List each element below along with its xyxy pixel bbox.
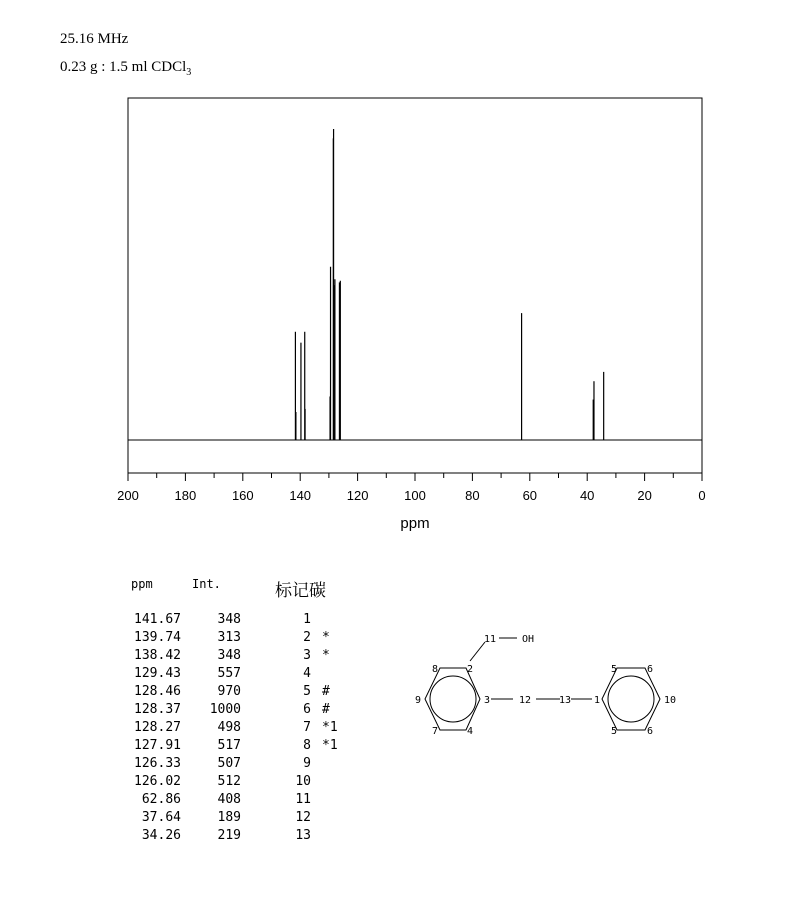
cell-carbon: 1 <box>303 612 311 627</box>
x-axis-tick-label: 20 <box>637 488 652 503</box>
atom-label-10: 10 <box>663 695 677 706</box>
atom-label-3: 3 <box>483 695 491 706</box>
cell-carbon: 10 <box>295 774 311 789</box>
cell-ppm: 128.37 <box>134 702 181 717</box>
cell-carbon: 3 <box>303 648 311 663</box>
cell-mark: * <box>322 630 330 645</box>
cell-intensity: 557 <box>217 666 241 681</box>
atom-label-1: 1 <box>593 695 601 706</box>
table-row <box>0 774 794 792</box>
cell-ppm: 128.46 <box>134 684 181 699</box>
x-axis-ticks <box>128 473 702 481</box>
cell-intensity: 512 <box>217 774 241 789</box>
atom-label-5-bottom: 5 <box>610 726 618 737</box>
x-axis-tick-label: 140 <box>289 488 312 503</box>
cell-carbon: 5 <box>303 684 311 699</box>
cell-ppm: 127.91 <box>134 738 181 753</box>
cell-intensity: 408 <box>217 792 241 807</box>
cell-carbon: 2 <box>303 630 311 645</box>
cell-intensity: 348 <box>217 612 241 627</box>
x-axis-tick-label: 180 <box>174 488 197 503</box>
cell-intensity: 219 <box>217 828 241 843</box>
table-row <box>0 720 794 738</box>
cell-intensity: 313 <box>217 630 241 645</box>
x-axis-tick-label: 120 <box>346 488 369 503</box>
atom-label-9: 9 <box>414 695 422 706</box>
cell-mark: # <box>322 702 330 717</box>
cell-intensity: 517 <box>217 738 241 753</box>
cell-carbon: 9 <box>303 756 311 771</box>
cell-carbon: 4 <box>303 666 311 681</box>
atom-label-11: 11 <box>483 634 497 645</box>
cell-carbon: 7 <box>303 720 311 735</box>
table-row <box>0 666 794 684</box>
x-axis-tick-label: 200 <box>117 488 139 503</box>
cell-carbon: 11 <box>295 792 311 807</box>
atom-label-4: 4 <box>466 726 474 737</box>
cell-intensity: 498 <box>217 720 241 735</box>
table-row <box>0 810 794 828</box>
cell-carbon: 13 <box>295 828 311 843</box>
cell-ppm: 34.26 <box>141 828 181 843</box>
cell-ppm: 128.27 <box>134 720 181 735</box>
table-row <box>0 648 794 666</box>
table-row <box>0 756 794 774</box>
cell-carbon: 6 <box>303 702 311 717</box>
atom-label-oh: OH <box>521 634 535 645</box>
cell-ppm: 139.74 <box>134 630 181 645</box>
cell-carbon: 8 <box>303 738 311 753</box>
cell-mark: *1 <box>322 720 338 735</box>
table-row <box>0 630 794 648</box>
table-row <box>0 612 794 630</box>
atom-label-6-top: 6 <box>646 664 654 675</box>
table-row <box>0 792 794 810</box>
atom-label-2: 2 <box>466 664 474 675</box>
x-axis-tick-label: 100 <box>404 488 426 503</box>
plot-frame <box>128 98 702 473</box>
atom-label-13: 13 <box>558 695 572 706</box>
cell-ppm: 129.43 <box>134 666 181 681</box>
cell-mark: *1 <box>322 738 338 753</box>
atom-label-6-bottom: 6 <box>646 726 654 737</box>
x-axis-label: ppm <box>400 515 430 532</box>
x-axis-tick-label: 160 <box>231 488 254 503</box>
cell-ppm: 62.86 <box>141 792 181 807</box>
cell-intensity: 970 <box>217 684 241 699</box>
cell-mark: # <box>322 684 330 699</box>
atom-label-12: 12 <box>518 695 532 706</box>
cell-intensity: 348 <box>217 648 241 663</box>
atom-label-5-top: 5 <box>610 664 618 675</box>
cell-intensity: 1000 <box>209 702 241 717</box>
cell-ppm: 126.02 <box>134 774 181 789</box>
column-header-assignment: 标记碳 <box>275 581 326 601</box>
table-row <box>0 738 794 756</box>
table-row <box>0 828 794 846</box>
cell-ppm: 37.64 <box>141 810 181 825</box>
cell-ppm: 141.67 <box>134 612 181 627</box>
atom-label-8: 8 <box>431 664 439 675</box>
cell-intensity: 189 <box>217 810 241 825</box>
x-axis-tick-label: 0 <box>698 488 706 503</box>
column-header-intensity: Int. <box>192 577 221 591</box>
cell-ppm: 138.42 <box>134 648 181 663</box>
cell-carbon: 12 <box>295 810 311 825</box>
cell-mark: * <box>322 648 330 663</box>
x-axis-tick-label: 40 <box>579 488 595 503</box>
x-axis-tick-labels <box>117 488 705 503</box>
x-axis-tick-label: 60 <box>522 488 538 503</box>
spectrometer-frequency: 25.16 MHz <box>60 31 129 47</box>
peak-group <box>295 129 603 440</box>
sample-subscript: 3 <box>186 67 192 78</box>
table-row <box>0 684 794 702</box>
sample-conditions-text: 0.23 g : 1.5 ml CDCl <box>60 59 187 75</box>
cell-intensity: 507 <box>217 756 241 771</box>
cell-ppm: 126.33 <box>134 756 181 771</box>
atom-label-7: 7 <box>431 726 439 737</box>
column-header-ppm: ppm <box>131 577 153 591</box>
table-row <box>0 702 794 720</box>
x-axis-tick-label: 80 <box>465 488 480 503</box>
